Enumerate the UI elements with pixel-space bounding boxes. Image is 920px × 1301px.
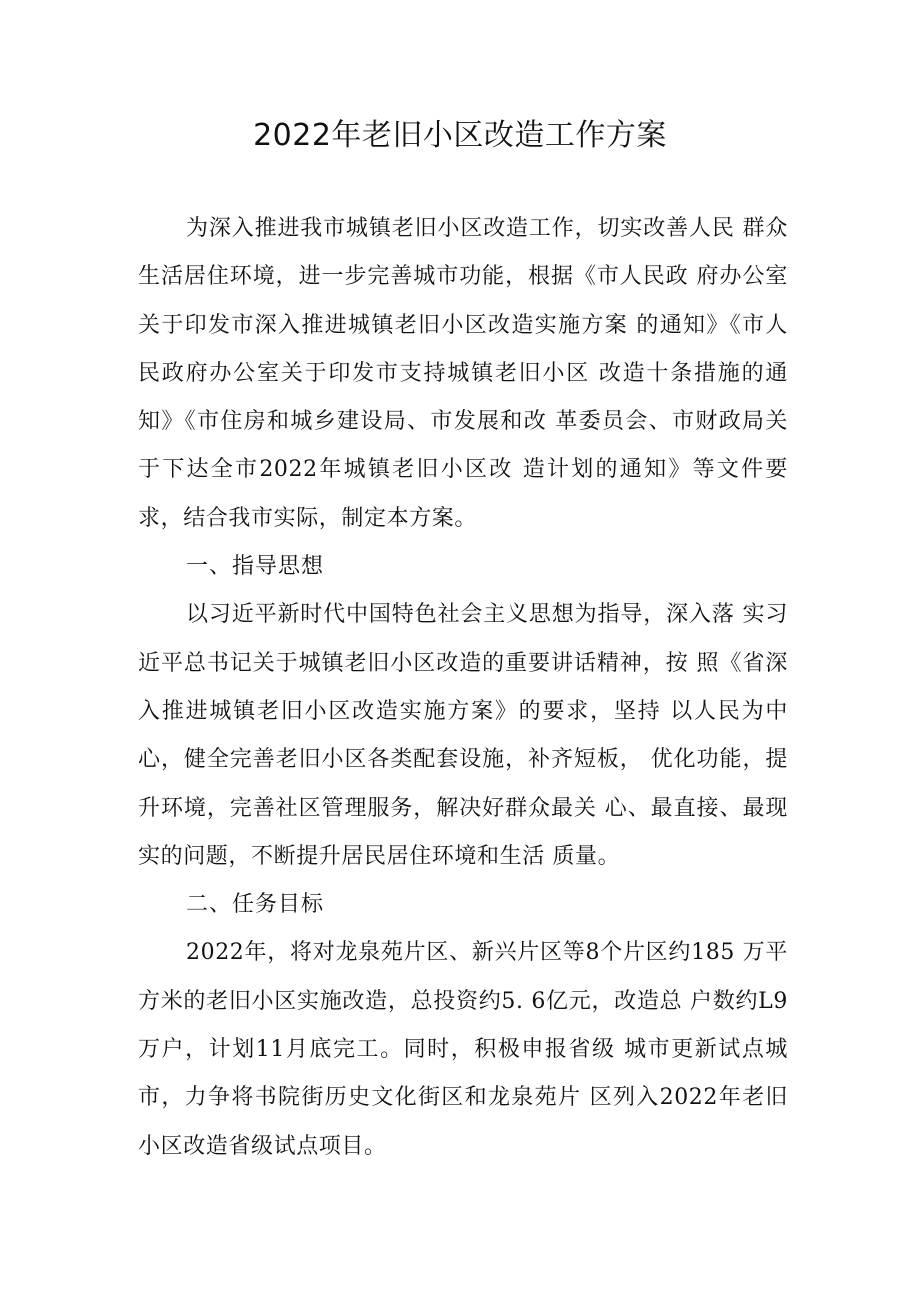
section-heading-task-goals: 二、任务目标 [186, 892, 325, 918]
document-title: 2022年老旧小区改造工作方案 [253, 118, 667, 153]
intro-paragraph: 为深入推进我市城镇老旧小区改造工作，切实改善人民 群众生活居住环境，进一步完善城市功能，根据《市人民政 府办公室关于印发市深入推进城镇老旧小区改造实施方案 的通知》《市人民政府办公室关于印发市支持城镇老旧小区 改造十条措施的通知》《市住房和城乡建设局、市发展和改 革委员会、市财政局关于下达全市2022年城镇老旧小区改 造计划的通知》等文件要求，结合我市实际，制定本方案。 [138, 216, 788, 531]
section-heading-guiding-ideology: 一、指导思想 [186, 554, 325, 580]
document-body [138, 205, 788, 1171]
guiding-ideology-paragraph: 以习近平新时代中国特色社会主义思想为指导，深入落 实习近平总书记关于城镇老旧小区改造的重要讲话精神，按 照《省深入推进城镇老旧小区改造实施方案》的要求，坚持 以人民为中心，健全完善老旧小区各类配套设施，补齐短板， 优化功能，提升环境，完善社区管理服务，解决好群众最关 心、最直接、最现实的问题，不断提升居民居住环境和生活 质量。 [138, 602, 788, 869]
task-goals-paragraph: 2022年，将对龙泉苑片区、新兴片区等8个片区约185 万平方米的老旧小区实施改造，总投资约5. 6亿元，改造总 户数约L9万户，计划11月底完工。同时，积极申报省级 城市更新试点城市，力争将书院街历史文化街区和龙泉苑片 区列入2022年老旧小区改造省级试点项目。 [138, 940, 788, 1159]
